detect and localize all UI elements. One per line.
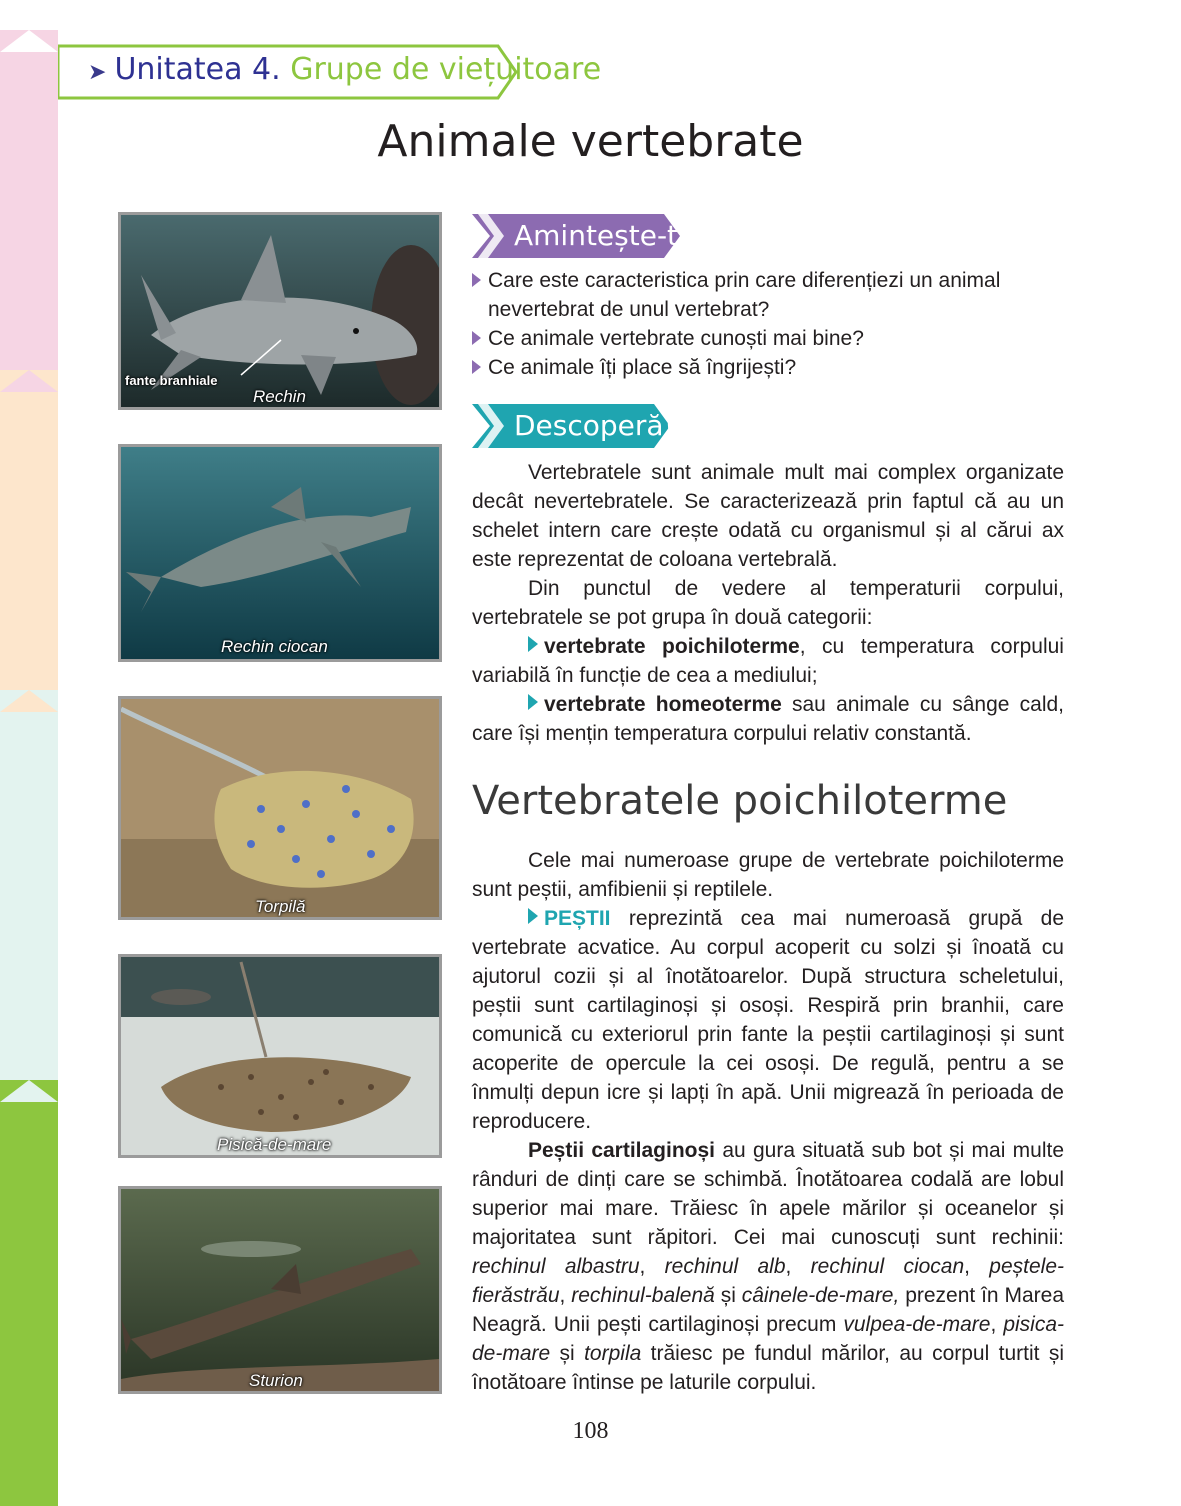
remember-questions bbox=[472, 266, 1064, 382]
side-chevron bbox=[0, 690, 58, 712]
side-chevron bbox=[0, 30, 58, 52]
remember-title: Amintește-ți! bbox=[514, 219, 698, 252]
paragraph-cartilaginous: Peștii cartilaginoși au gura situată sub bot și mai multe rânduri de dinți care se schimbă. Înotătoarea codală are lobul superior mai mare. Trăiesc în apele mărilor și oceanelor și majoritatea sunt răpitori. Cei mai cunoscuți sunt rechinii: rechinul albastru, rechinul alb, rechinul ciocan, peștele-fierăstrău, rechinul-balenă și câinele-de-mare, prezent în Marea Neagră. Unii pești cartilaginoși precum vulpea-de-mare, pisica-de-mare și torpila trăiesc pe fundul mărilor, au corpul turtit și înotătoare întinse pe laturile corpului. bbox=[472, 1139, 1065, 1394]
side-chevron bbox=[0, 370, 58, 392]
paragraph: Cele mai numeroase grupe de vertebrate poichiloterme sunt peștii, amfibienii și reptilele. bbox=[472, 849, 1064, 901]
photo-shark bbox=[118, 212, 442, 410]
photo-caption: Rechin bbox=[253, 387, 306, 406]
bullet-icon bbox=[528, 694, 538, 710]
side-strip-pink bbox=[0, 30, 58, 410]
page-number: 108 bbox=[572, 1418, 609, 1444]
unit-topic: Grupe de viețuitoare bbox=[290, 52, 602, 87]
photo-sturgeon bbox=[118, 1186, 442, 1394]
discover-title: Descoperă! bbox=[514, 409, 675, 442]
section-text bbox=[472, 846, 1064, 1397]
question-item: Ce animale îți place să îngrijești? bbox=[472, 353, 1064, 382]
remember-tag bbox=[472, 214, 698, 258]
paragraph: Vertebratele sunt animale mult mai complex organizate decât nevertebratele. Se caracterizează prin faptul că au un schelet intern care crește odată cu organismul și al cărui ax este reprezentat de coloana vertebrală. bbox=[472, 461, 1064, 571]
question-item: Care este caracteristica prin care diferențiezi un animal nevertebrat de unul vertebrat? bbox=[472, 266, 1064, 324]
fish-label: PEȘTII bbox=[544, 907, 611, 930]
discover-text bbox=[472, 458, 1064, 748]
side-chevron bbox=[0, 1080, 58, 1102]
banner-arrow-icon: ➤ bbox=[88, 60, 107, 85]
unit-banner bbox=[58, 44, 602, 100]
photo-caption: Torpilă bbox=[255, 897, 306, 916]
paragraph: Din punctul de vedere al temperaturii corpului, vertebratele se pot grupa în două categorii: bbox=[472, 577, 1064, 629]
side-strip-peach bbox=[0, 370, 58, 730]
photo-caption: Rechin ciocan bbox=[221, 637, 328, 656]
question-item: Ce animale vertebrate cunoști mai bine? bbox=[472, 324, 1064, 353]
bullet-icon bbox=[528, 908, 538, 924]
photo-caption: Sturion bbox=[249, 1371, 303, 1390]
bullet-icon bbox=[472, 360, 481, 374]
photo-ray bbox=[118, 696, 442, 920]
side-strip-mint bbox=[0, 690, 58, 1110]
bullet-icon bbox=[472, 273, 481, 287]
paragraph-fish: PEȘTII reprezintă cea mai numeroasă grupă de vertebrate acvatice. Au corpul acoperit cu solzi și înoată cu ajutorul cozii și al înotătoarelor. După structura scheletului, peștii sunt cartilaginoși și osoși. Respiră prin branhii, care comunică cu exteriorul prin fante la peștii cartilaginoși și sunt acoperite de opercule la cei osoși. De regulă, pentru a se înmulți depun icre și lapți în apă. Unii migrează în perioada de reproducere. bbox=[472, 907, 1064, 1133]
bullet-icon bbox=[472, 331, 481, 345]
bullet-icon bbox=[528, 636, 538, 652]
unit-label: Unitatea 4. bbox=[114, 52, 281, 87]
discover-tag bbox=[472, 404, 675, 448]
photo-caption: Pisică-de-mare bbox=[217, 1135, 332, 1154]
gill-slits-label: fante branhiale bbox=[125, 373, 218, 388]
photo-hammerhead bbox=[118, 444, 442, 662]
bullet-poikilotherm: vertebrate poichiloterme, cu temperatura corpului variabilă în funcție de cea a mediului; bbox=[472, 635, 1064, 687]
page-title: Animale vertebrate bbox=[377, 116, 804, 167]
bullet-homeotherm: vertebrate homeoterme sau animale cu sânge cald, care își mențin temperatura corpului relativ constantă. bbox=[472, 693, 1064, 745]
section-title: Vertebratele poichiloterme bbox=[472, 778, 1008, 824]
photo-stingray bbox=[118, 954, 442, 1158]
